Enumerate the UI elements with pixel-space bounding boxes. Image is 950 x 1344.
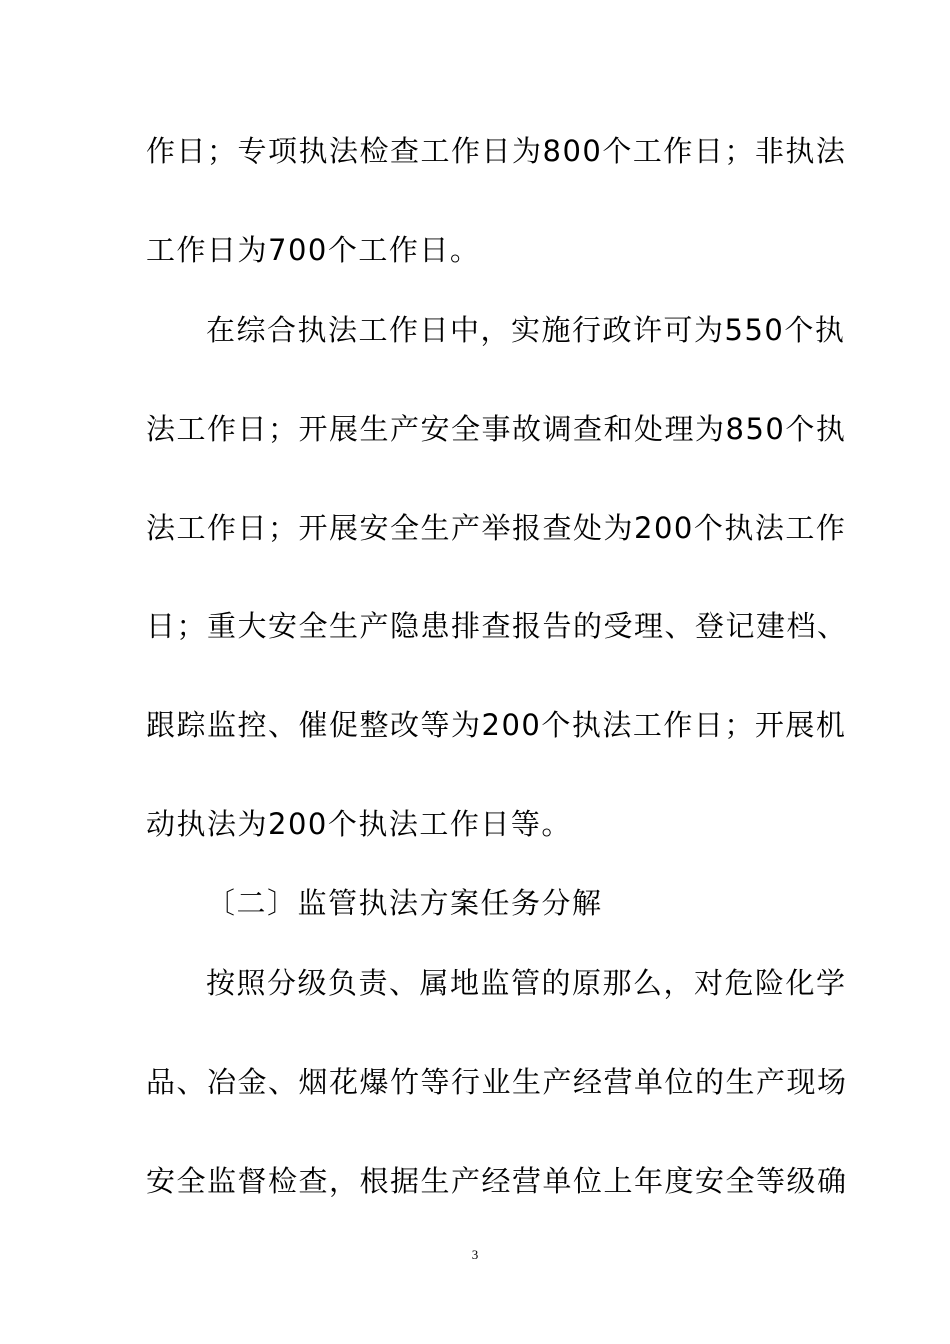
page-number: 3 bbox=[471, 1247, 479, 1262]
paragraph-start-line: 在综合执法工作日中，实施行政许可为550个执 bbox=[206, 313, 846, 347]
text-line: 品、冶金、烟花爆竹等行业生产经营单位的生产现场 bbox=[146, 1065, 848, 1099]
text-line: 跟踪监控、催促整改等为200个执法工作日；开展机 bbox=[146, 708, 847, 742]
text-line: 日；重大安全生产隐患排查报告的受理、登记建档、 bbox=[146, 609, 848, 643]
text-line: 作日；专项执法检查工作日为800个工作日；非执法 bbox=[146, 134, 847, 168]
paragraph-start-line: 按照分级负责、属地监管的原那么，对危险化学 bbox=[206, 966, 847, 1000]
text-line: 法工作日；开展生产安全事故调查和处理为850个执 bbox=[146, 412, 847, 446]
text-line: 工作日为700个工作日。 bbox=[146, 233, 481, 267]
section-heading: 〔二〕监管执法方案任务分解 bbox=[206, 886, 603, 920]
text-line: 法工作日；开展安全生产举报查处为200个执法工作 bbox=[146, 511, 847, 545]
text-line: 安全监督检查，根据生产经营单位上年度安全等级确 bbox=[146, 1164, 848, 1198]
text-line: 动执法为200个执法工作日等。 bbox=[146, 807, 572, 841]
